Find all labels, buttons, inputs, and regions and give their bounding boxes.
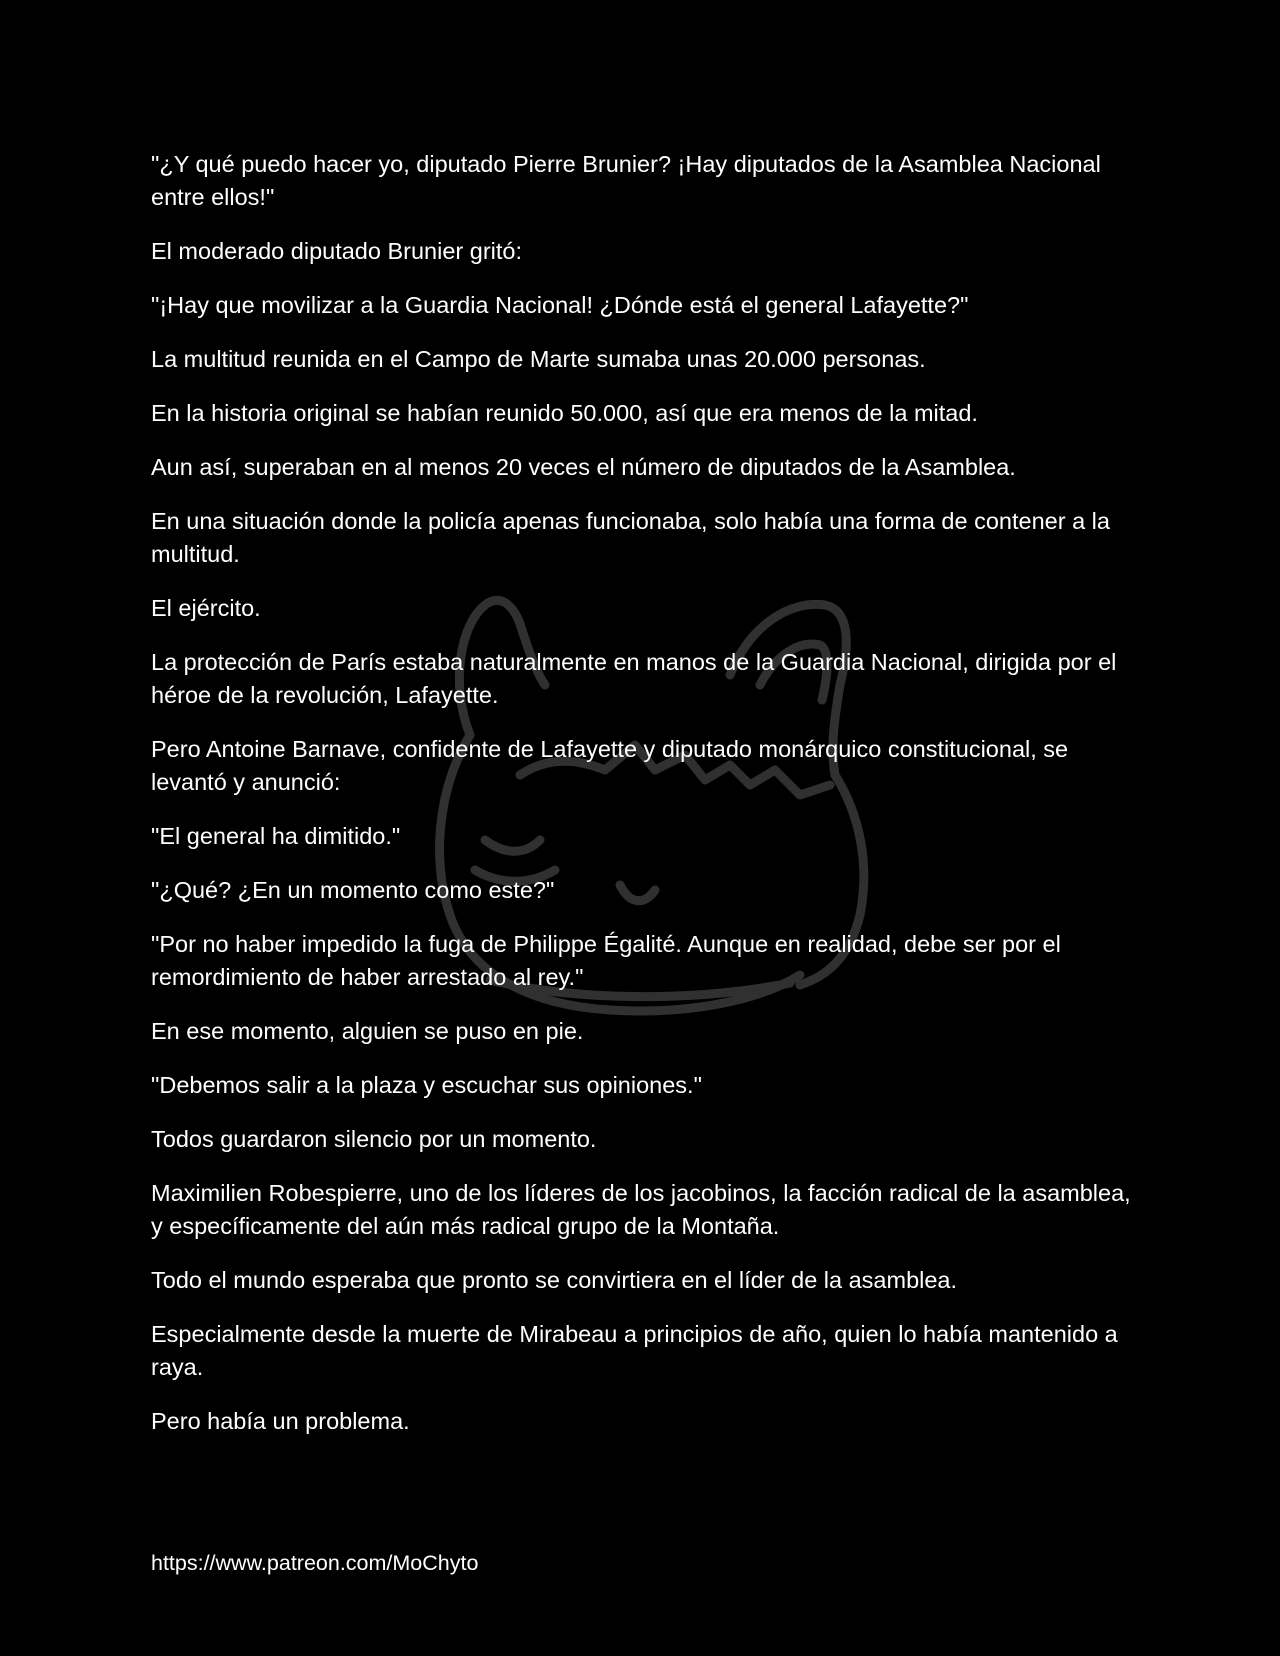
paragraph: "¡Hay que movilizar a la Guardia Nacional! ¿Dónde está el general Lafayette?"	[151, 292, 969, 318]
paragraph: "¿Qué? ¿En un momento como este?"	[151, 877, 555, 903]
paragraph: Todos guardaron silencio por un momento.	[151, 1126, 597, 1152]
paragraph: En una situación donde la policía apenas funcionaba, solo había una forma de contener a la multitud.	[151, 508, 1110, 567]
story-text	[151, 148, 1141, 1459]
paragraph: En la historia original se habían reunido 50.000, así que era menos de la mitad.	[151, 400, 978, 426]
patreon-link[interactable]: https://www.patreon.com/MoChyto	[151, 1551, 479, 1575]
paragraph: "Debemos salir a la plaza y escuchar sus opiniones."	[151, 1072, 702, 1098]
paragraph: Pero Antoine Barnave, confidente de Lafayette y diputado monárquico constitucional, se levantó y anunció:	[151, 736, 1069, 795]
paragraph: Aun así, superaban en al menos 20 veces el número de diputados de la Asamblea.	[151, 454, 1016, 480]
paragraph: Todo el mundo esperaba que pronto se convirtiera en el líder de la asamblea.	[151, 1267, 958, 1293]
paragraph: "Por no haber impedido la fuga de Philippe Égalité. Aunque en realidad, debe ser por el remordimiento de haber arrestado al rey."	[151, 931, 1061, 990]
paragraph: Maximilien Robespierre, uno de los líderes de los jacobinos, la facción radical de la asamblea, y específicamente del aún más radical grupo de la Montaña.	[151, 1180, 1131, 1239]
paragraph: Especialmente desde la muerte de Mirabeau a principios de año, quien lo había mantenido a raya.	[151, 1321, 1118, 1380]
paragraph: "¿Y qué puedo hacer yo, diputado Pierre Brunier? ¡Hay diputados de la Asamblea Nacional entre ellos!"	[151, 151, 1101, 210]
paragraph: La protección de París estaba naturalmente en manos de la Guardia Nacional, dirigida por el héroe de la revolución, Lafayette.	[151, 649, 1117, 708]
paragraph: En ese momento, alguien se puso en pie.	[151, 1018, 584, 1044]
paragraph: El moderado diputado Brunier gritó:	[151, 238, 522, 264]
paragraph: "El general ha dimitido."	[151, 823, 401, 849]
paragraph: La multitud reunida en el Campo de Marte sumaba unas 20.000 personas.	[151, 346, 926, 372]
paragraph: El ejército.	[151, 595, 261, 621]
paragraph: Pero había un problema.	[151, 1408, 410, 1434]
